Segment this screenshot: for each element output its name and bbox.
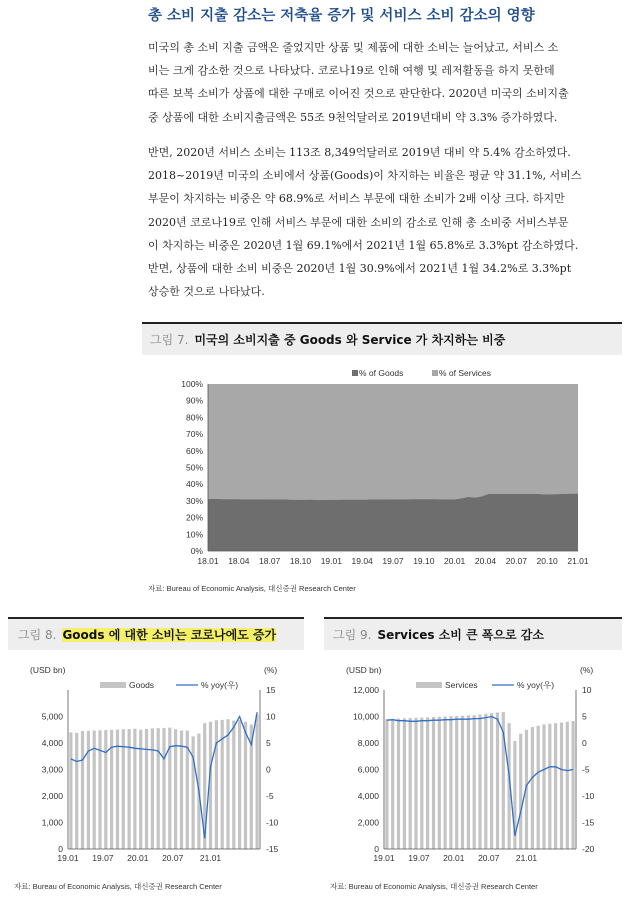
x-tick-label: 19.07 xyxy=(408,853,430,863)
bar xyxy=(548,724,551,849)
figure-7-title xyxy=(150,331,505,348)
paragraph-line: 이 차지하는 비중은 2020년 1월 69.1%에서 2021년 1월 65.8%로 3.3%pt 감소하였다. xyxy=(148,238,579,252)
bar xyxy=(542,725,545,850)
y-tick-label: 80% xyxy=(185,412,203,423)
legend-label: % of Services xyxy=(439,368,491,378)
y-right-tick-label: -10 xyxy=(582,791,595,801)
y-right-tick-label: -5 xyxy=(266,791,274,801)
bar xyxy=(554,723,557,849)
y-tick-label: 90% xyxy=(185,395,203,406)
bar xyxy=(256,715,259,849)
bar xyxy=(467,715,470,849)
x-tick-label: 19.01 xyxy=(57,853,79,863)
bar xyxy=(81,731,84,849)
bar xyxy=(519,734,522,849)
y-right-unit: (%) xyxy=(264,665,278,675)
figure-9-title xyxy=(333,626,544,643)
bar xyxy=(490,713,493,849)
figure-7-source: 자료: Bureau of Economic Analysis, 대신증권 Research Center xyxy=(148,584,356,593)
bar xyxy=(145,729,148,849)
figure-7-chart xyxy=(142,362,622,580)
bar xyxy=(444,717,447,850)
bar xyxy=(226,719,229,849)
x-tick-label: 20.10 xyxy=(536,556,558,566)
figure-7-number: 그림 7. xyxy=(150,333,189,347)
bar xyxy=(414,718,417,849)
x-tick-label: 20.01 xyxy=(443,853,465,863)
bar xyxy=(75,733,78,849)
y-left-tick-label: 0 xyxy=(58,844,63,854)
legend-swatch xyxy=(416,682,442,688)
y-right-unit: (%) xyxy=(580,665,594,675)
bar xyxy=(87,731,90,849)
y-tick-label: 60% xyxy=(185,445,203,456)
x-tick-label: 21.01 xyxy=(567,556,589,566)
bar xyxy=(157,728,160,849)
y-right-tick-label: 10 xyxy=(582,685,592,695)
bar xyxy=(232,721,235,850)
bar xyxy=(496,713,499,850)
figure-9-chart xyxy=(324,658,622,870)
figure-7-title-text: 미국의 소비지출 중 Goods 와 Service 가 차지하는 비중 xyxy=(194,333,506,347)
figure-9-number: 그림 9. xyxy=(333,628,372,642)
figure-8-title-text: Goods 에 대한 소비는 코로나에도 증가 xyxy=(62,628,277,642)
paragraph-line: 중 상품에 대한 소비지출금액은 55조 9천억달러로 2019년대비 약 3.3% 증가하였다. xyxy=(148,110,558,124)
bar xyxy=(461,716,464,849)
y-right-tick-label: 10 xyxy=(266,711,276,722)
paragraph-line: 미국의 총 소비 지출 금액은 줄었지만 상품 및 제품에 대한 소비는 늘어났고, 서비스 소 xyxy=(148,41,559,54)
paragraph-line: 따른 보복 소비가 상품에 대한 구매로 이어진 것으로 판단한다. 2020년 미국의 소비지출 xyxy=(148,87,569,101)
x-tick-label: 19.01 xyxy=(373,853,395,863)
y-left-tick-label: 5,000 xyxy=(41,711,63,722)
bar xyxy=(478,715,481,850)
x-tick-label: 21.01 xyxy=(515,853,538,863)
paragraph-line: 상승한 것으로 나타났다. xyxy=(148,285,265,299)
figure-8-chart xyxy=(8,658,304,870)
y-right-tick-label: -20 xyxy=(582,844,595,854)
x-tick-label: 20.01 xyxy=(127,853,149,863)
y-left-tick-label: 2,000 xyxy=(41,791,63,801)
x-tick-label: 21.01 xyxy=(199,853,222,863)
paragraph-line: 2020년 코로나19로 인해 서비스 부문에 대한 소비의 감소로 인해 총 소비중 서비스부문 xyxy=(148,215,569,229)
y-tick-label: 10% xyxy=(185,529,203,540)
y-tick-label: 100% xyxy=(181,379,203,389)
bar xyxy=(192,736,195,849)
legend-label: Goods xyxy=(129,680,155,690)
bar xyxy=(116,730,119,850)
legend-label: Services xyxy=(445,680,478,690)
bar xyxy=(409,718,412,849)
y-left-tick-label: 2,000 xyxy=(357,817,379,828)
x-tick-label: 18.04 xyxy=(228,556,250,566)
bar xyxy=(397,719,400,850)
bar xyxy=(531,727,534,849)
bar xyxy=(572,721,575,849)
paragraph-1 xyxy=(148,36,616,129)
bar xyxy=(244,722,247,849)
bar xyxy=(560,723,563,850)
y-tick-label: 20% xyxy=(185,512,203,523)
bar xyxy=(449,716,452,849)
y-right-tick-label: 0 xyxy=(582,738,587,748)
bar xyxy=(455,716,458,849)
y-left-tick-label: 4,000 xyxy=(357,791,379,801)
bar xyxy=(403,718,406,849)
x-tick-label: 19.01 xyxy=(320,556,342,566)
x-tick-label: 18.10 xyxy=(289,556,312,566)
x-tick-label: 18.07 xyxy=(259,556,281,566)
bar xyxy=(438,717,441,849)
y-right-tick-label: 5 xyxy=(582,711,587,722)
figure-8-title xyxy=(18,626,276,643)
goods-area xyxy=(208,494,578,551)
y-left-tick-label: 10,000 xyxy=(353,711,379,722)
y-tick-label: 0% xyxy=(190,546,203,556)
x-tick-label: 20.07 xyxy=(505,556,527,566)
bar xyxy=(420,718,423,849)
bar xyxy=(151,728,154,849)
paragraph-line: 반면, 상품에 대한 소비 비중은 2020년 1월 30.9%에서 2021년 1월 34.2%로 3.3%pt xyxy=(148,262,572,276)
bar xyxy=(391,719,394,849)
y-left-tick-label: 3,000 xyxy=(41,764,63,775)
paragraph-line: 2018~2019년 미국의 소비에서 상품(Goods)이 차지하는 비율은 평균 약 31.1%, 서비스 xyxy=(148,169,582,183)
bar xyxy=(215,720,218,849)
paragraph-line: 부문이 차지하는 비중은 약 68.9%로 서비스 부문에 대한 소비가 2배 이상 크다. 하지만 xyxy=(148,192,565,206)
y-right-tick-label: 5 xyxy=(266,738,271,748)
y-tick-label: 30% xyxy=(185,495,203,506)
x-tick-label: 19.04 xyxy=(351,556,373,566)
x-tick-label: 20.04 xyxy=(474,556,497,566)
y-right-tick-label: 15 xyxy=(266,685,276,695)
y-tick-label: 40% xyxy=(185,479,203,490)
x-tick-label: 20.07 xyxy=(162,853,184,863)
bar xyxy=(473,715,476,849)
y-left-tick-label: 8,000 xyxy=(357,738,379,748)
bar xyxy=(566,722,569,849)
x-tick-label: 19.10 xyxy=(413,556,435,566)
y-left-tick-label: 4,000 xyxy=(41,738,63,748)
x-tick-label: 19.07 xyxy=(92,853,114,863)
y-left-unit: (USD bn) xyxy=(346,665,382,675)
y-left-tick-label: 0 xyxy=(374,844,379,854)
y-tick-label: 50% xyxy=(185,462,203,473)
paragraph-line: 비는 크게 감소한 것으로 나타났다. 코로나19로 인해 여행 및 레저활동을 하지 못한데 xyxy=(148,64,555,78)
y-left-tick-label: 6,000 xyxy=(357,764,379,775)
bar xyxy=(133,729,136,849)
x-tick-label: 18.01 xyxy=(197,556,219,566)
bar xyxy=(484,714,487,849)
legend-swatch xyxy=(352,370,358,376)
y-left-unit: (USD bn) xyxy=(30,665,66,675)
y-left-tick-label: 1,000 xyxy=(41,817,63,828)
y-tick-label: 70% xyxy=(185,429,203,440)
figure-9-source: 자료: Bureau of Economic Analysis, 대신증권 Research Center xyxy=(330,882,538,891)
bar xyxy=(238,720,241,849)
bar xyxy=(104,730,107,849)
legend-label: % yoy(우) xyxy=(517,680,555,690)
y-right-tick-label: -15 xyxy=(582,817,595,828)
bar xyxy=(180,731,183,850)
section-heading: 총 소비 지출 감소는 저축율 증가 및 서비스 소비 감소의 영향 xyxy=(148,8,535,24)
y-right-tick-label: -15 xyxy=(266,844,279,854)
paragraph-line: 반면, 2020년 서비스 소비는 113조 8,349억달러로 2019년 대비 약 5.4% 감소하였다. xyxy=(148,146,571,159)
services-area xyxy=(208,384,578,500)
bar xyxy=(69,732,72,849)
y-right-tick-label: -5 xyxy=(582,764,590,775)
bar xyxy=(174,729,177,849)
figure-9-title-text: Services 소비 큰 폭으로 감소 xyxy=(377,628,544,642)
legend-label: % of Goods xyxy=(359,368,404,378)
bar xyxy=(139,730,142,849)
bar xyxy=(432,717,435,849)
legend-label: % yoy(우) xyxy=(201,680,239,690)
x-tick-label: 20.07 xyxy=(478,853,500,863)
figure-8-source: 자료: Bureau of Economic Analysis, 대신증권 Research Center xyxy=(14,882,222,891)
legend-swatch xyxy=(100,682,126,688)
bar xyxy=(168,728,171,849)
y-right-tick-label: 0 xyxy=(266,764,271,775)
y-left-tick-label: 12,000 xyxy=(353,685,379,695)
x-tick-label: 19.07 xyxy=(382,556,404,566)
bar xyxy=(385,719,388,849)
x-tick-label: 20.01 xyxy=(444,556,466,566)
bar xyxy=(537,726,540,849)
y-right-tick-label: -10 xyxy=(266,817,279,828)
figure-8-number: 그림 8. xyxy=(18,628,57,642)
bar xyxy=(98,730,101,849)
bar xyxy=(426,717,429,849)
legend-swatch xyxy=(432,370,438,376)
paragraph-2 xyxy=(148,141,616,303)
bar xyxy=(162,728,165,849)
